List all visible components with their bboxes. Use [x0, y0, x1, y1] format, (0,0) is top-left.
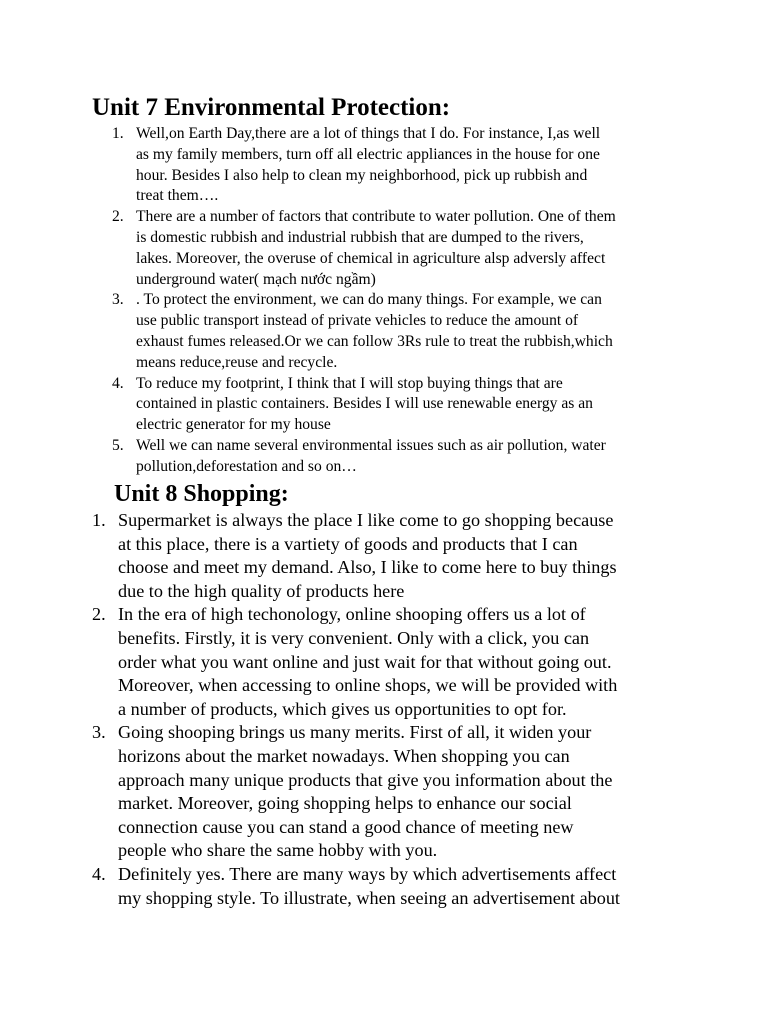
- list-item-number: 1.: [112, 125, 124, 142]
- unit-7-answer-list: [112, 124, 692, 478]
- list-item: [112, 374, 692, 436]
- list-item: [112, 207, 692, 290]
- list-item-text: There are a number of factors that contribute to water pollution. One of them is domestic rubbish and industrial rubbish that are dumped to the rivers, lakes. Moreover, the overuse of chemical in agriculture alsp adversly affect underground water( mạch nước ngầm): [136, 208, 616, 288]
- list-item-number: 2.: [92, 604, 106, 625]
- list-item: [92, 721, 692, 863]
- list-item-text: In the era of high techonology, online shooping offers us a lot of benefits. Firstly, it is very convenient. Only with a click, you can order what you want online and just wait for that without going out. Moreover, when accessing to online shops, we will be provided with a number of products, which gives us opportunities to opt for.: [118, 604, 618, 719]
- list-item-text: Well we can name several environmental issues such as air pollution, water pollution,deforestation and so on…: [136, 436, 606, 475]
- list-item-text: To reduce my footprint, I think that I will stop buying things that are contained in plastic containers. Besides I will use renewable energy as an electric generator for my house: [136, 374, 593, 434]
- list-item-text: Supermarket is always the place I like come to go shopping because at this place, there is a vartiety of goods and products that I can choose and meet my demand. Also, I like to come here to buy things due to the high quality of products here: [118, 510, 617, 601]
- list-item: [112, 290, 692, 373]
- list-item: [112, 436, 692, 478]
- list-item: [112, 124, 692, 207]
- list-item-number: 5.: [112, 436, 124, 454]
- list-item: [92, 603, 692, 721]
- unit-8-answer-list: [92, 509, 692, 910]
- list-item-text: Going shooping brings us many merits. First of all, it widen your horizons about the market nowadays. When shopping you can approach many unique products that give you information about the market. Moreover, going shopping helps to enhance our social connection cause you can stand a good chance of meeting new people who share the same hobby with you.: [118, 722, 613, 861]
- list-item-number: 3.: [112, 291, 124, 309]
- list-item: [92, 509, 692, 603]
- unit-8-heading: Unit 8 Shopping:: [114, 481, 289, 507]
- list-item-number: 3.: [92, 722, 106, 743]
- list-item: [92, 863, 692, 910]
- list-item-text: Definitely yes. There are many ways by which advertisements affect my shopping style. To illustrate, when seeing an advertisement about: [118, 863, 620, 908]
- list-item-text: . To protect the environment, we can do many things. For example, we can use public transport instead of private vehicles to reduce the amount of exhaust fumes released.Or we can follow 3Rs rule to treat the rubbish,which means reduce,reuse and recycle.: [136, 291, 613, 371]
- list-item-number: 4.: [92, 863, 106, 884]
- list-item-number: 1.: [92, 510, 106, 530]
- unit-7-heading: Unit 7 Environmental Protection:: [92, 94, 451, 121]
- list-item-number: 4.: [112, 374, 124, 392]
- list-item-text: Well,on Earth Day,there are a lot of things that I do. For instance, I,as well as my family members, turn off all electric appliances in the house for one hour. Besides I also help to clean my neighborhood, pick up rubbish and treat them….: [136, 125, 601, 205]
- list-item-number: 2.: [112, 208, 124, 226]
